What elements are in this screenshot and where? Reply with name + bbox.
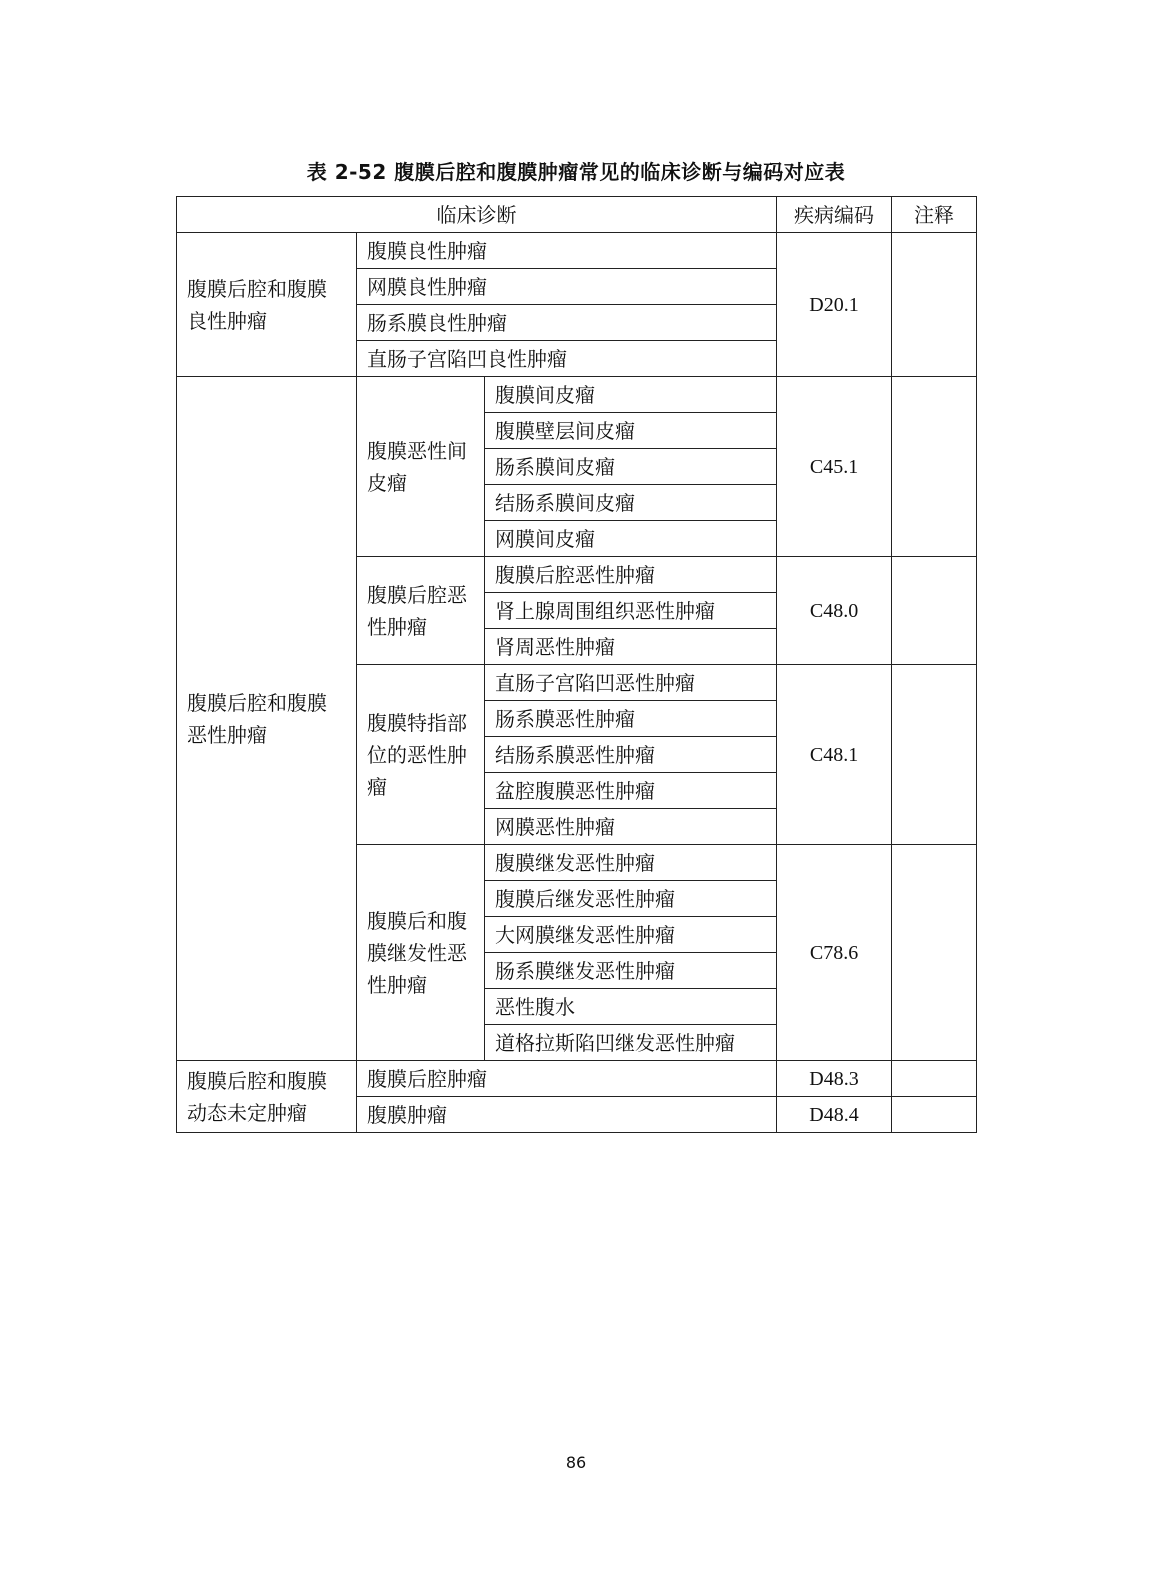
- code-cell: C48.1: [777, 665, 892, 845]
- code-cell: D20.1: [777, 233, 892, 377]
- note-cell: [892, 377, 977, 557]
- diagnosis-item: 肾周恶性肿瘤: [485, 629, 777, 665]
- table-title: 表 2-52 腹膜后腔和腹膜肿瘤常见的临床诊断与编码对应表: [306, 160, 846, 184]
- diagnosis-item: 腹膜后腔恶性肿瘤: [485, 557, 777, 593]
- diagnosis-item: 网膜良性肿瘤: [357, 269, 777, 305]
- table-row: [177, 233, 977, 269]
- table-row: [177, 377, 977, 413]
- group-malignant: 腹膜后腔和腹膜恶性肿瘤: [177, 377, 357, 1061]
- note-cell: [892, 1097, 977, 1133]
- group-benign: 腹膜后腔和腹膜良性肿瘤: [177, 233, 357, 377]
- note-cell: [892, 845, 977, 1061]
- diagnosis-item: 结肠系膜恶性肿瘤: [485, 737, 777, 773]
- subgroup-label: 腹膜特指部位的恶性肿瘤: [357, 665, 485, 845]
- note-cell: [892, 1061, 977, 1097]
- code-cell: C48.0: [777, 557, 892, 665]
- header-row: [177, 197, 977, 233]
- subgroup-label: 腹膜恶性间皮瘤: [357, 377, 485, 557]
- diagnosis-item: 腹膜继发恶性肿瘤: [485, 845, 777, 881]
- diagnosis-item: 盆腔腹膜恶性肿瘤: [485, 773, 777, 809]
- diagnosis-item: 腹膜肿瘤: [357, 1097, 777, 1133]
- table-row: [177, 1061, 977, 1097]
- diagnosis-item: 腹膜壁层间皮瘤: [485, 413, 777, 449]
- diagnosis-item: 恶性腹水: [485, 989, 777, 1025]
- diagnosis-item: 腹膜间皮瘤: [485, 377, 777, 413]
- diagnosis-item: 网膜间皮瘤: [485, 521, 777, 557]
- diagnosis-item: 网膜恶性肿瘤: [485, 809, 777, 845]
- diagnosis-item: 肠系膜间皮瘤: [485, 449, 777, 485]
- diagnosis-item: 腹膜后继发恶性肿瘤: [485, 881, 777, 917]
- code-cell: C45.1: [777, 377, 892, 557]
- note-cell: [892, 233, 977, 377]
- diagnosis-item: 肠系膜恶性肿瘤: [485, 701, 777, 737]
- header-note: 注释: [892, 197, 977, 233]
- header-code: 疾病编码: [777, 197, 892, 233]
- code-cell: D48.4: [777, 1097, 892, 1133]
- diagnosis-item: 肠系膜继发恶性肿瘤: [485, 953, 777, 989]
- diagnosis-item: 腹膜后腔肿瘤: [357, 1061, 777, 1097]
- code-cell: D48.3: [777, 1061, 892, 1097]
- subgroup-label: 腹膜后腔恶性肿瘤: [357, 557, 485, 665]
- diagnosis-item: 直肠子宫陷凹良性肿瘤: [357, 341, 777, 377]
- diagnosis-code-table: [176, 196, 977, 1133]
- diagnosis-item: 直肠子宫陷凹恶性肿瘤: [485, 665, 777, 701]
- page-number: 86: [565, 1453, 587, 1472]
- note-cell: [892, 557, 977, 665]
- diagnosis-item: 道格拉斯陷凹继发恶性肿瘤: [485, 1025, 777, 1061]
- diagnosis-item: 大网膜继发恶性肿瘤: [485, 917, 777, 953]
- diagnosis-item: 腹膜良性肿瘤: [357, 233, 777, 269]
- group-uncertain: 腹膜后腔和腹膜动态未定肿瘤: [177, 1061, 357, 1133]
- note-cell: [892, 665, 977, 845]
- header-diagnosis: 临床诊断: [177, 197, 777, 233]
- subgroup-label: 腹膜后和腹膜继发性恶性肿瘤: [357, 845, 485, 1061]
- code-cell: C78.6: [777, 845, 892, 1061]
- diagnosis-item: 结肠系膜间皮瘤: [485, 485, 777, 521]
- diagnosis-item: 肾上腺周围组织恶性肿瘤: [485, 593, 777, 629]
- diagnosis-item: 肠系膜良性肿瘤: [357, 305, 777, 341]
